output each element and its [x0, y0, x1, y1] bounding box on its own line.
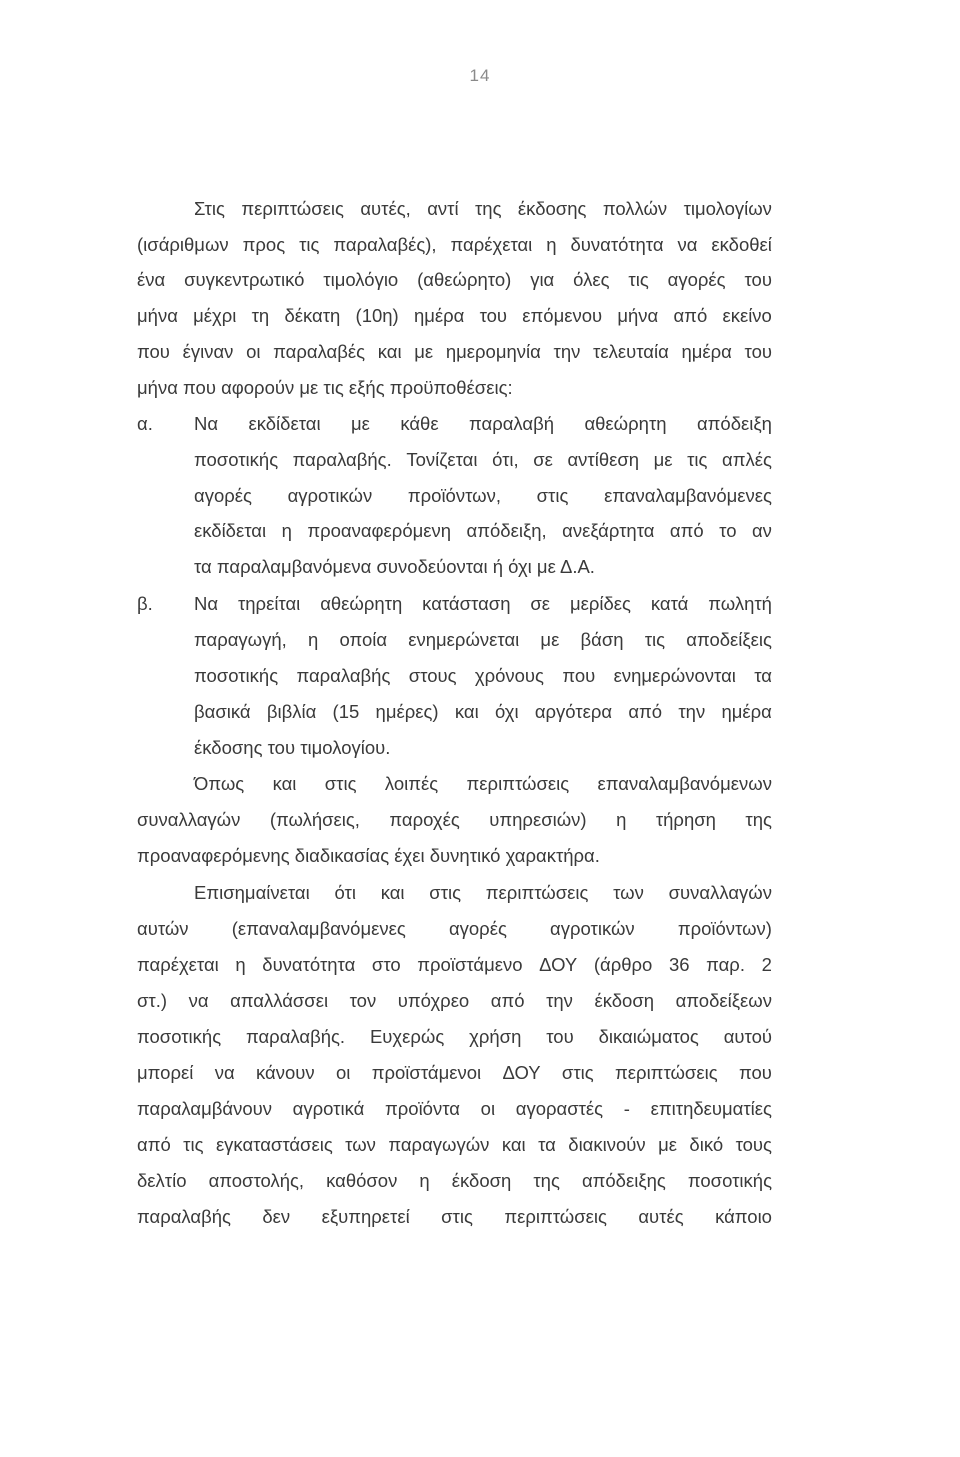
paragraph-2-line: προαναφερόμενης διαδικασίας έχει δυνητικό χαρακτήρα.	[137, 845, 600, 866]
item-b-line: ποσοτικής παραλαβής στους χρόνους που ενημερώνονται τα	[194, 665, 772, 686]
paragraph-3-line: παραλαβής δεν εξυπηρετεί στις περιπτώσεις αυτές κάποιο	[137, 1206, 772, 1227]
paragraph-2-line: συναλλαγών (πωλήσεις, παροχές υπηρεσιών) η τήρηση της	[137, 809, 772, 830]
list-marker-a: α.	[137, 413, 153, 434]
paragraph-1-line: μήνα μέχρι τη δέκατη (10η) ημέρα του επόμενου μήνα από εκείνο	[137, 305, 772, 326]
item-b-line: βασικά βιβλία (15 ημέρες) και όχι αργότερα από την ημέρα	[194, 701, 772, 722]
paragraph-3-line: ποσοτικής παραλαβής. Ευχερώς χρήση του δικαιώματος αυτού	[137, 1026, 772, 1047]
paragraph-3-line: παρέχεται η δυνατότητα στο προϊστάμενο ΔΟΥ (άρθρο 36 παρ. 2	[137, 954, 772, 975]
paragraph-1-line: Στις περιπτώσεις αυτές, αντί της έκδοσης πολλών τιμολογίων	[194, 198, 772, 219]
item-a-line: Να εκδίδεται με κάθε παραλαβή αθεώρητη απόδειξη	[194, 413, 772, 434]
paragraph-1-line: (ισάριθμων προς τις παραλαβές), παρέχεται η δυνατότητα να εκδοθεί	[137, 234, 772, 255]
paragraph-3-line: Επισημαίνεται ότι και στις περιπτώσεις των συναλλαγών	[194, 882, 772, 903]
paragraph-2-line: Όπως και στις λοιπές περιπτώσεις επαναλαμβανόμενων	[194, 773, 772, 794]
paragraph-3-line: μπορεί να κάνουν οι προϊστάμενοι ΔΟΥ στις περιπτώσεις που	[137, 1062, 772, 1083]
item-b-line: έκδοσης του τιμολογίου.	[194, 737, 391, 758]
item-b-line: Να τηρείται αθεώρητη κατάσταση σε μερίδες κατά πωλητή	[194, 593, 772, 614]
item-a-line: αγορές αγροτικών προϊόντων, στις επαναλαμβανόμενες	[194, 485, 772, 506]
paragraph-3-line: αυτών (επαναλαμβανόμενες αγορές αγροτικών προϊόντων)	[137, 918, 772, 939]
paragraph-3-line: δελτίο αποστολής, καθόσον η έκδοση της απόδειξης ποσοτικής	[137, 1170, 772, 1191]
paragraph-3-line: παραλαμβάνουν αγροτικά προϊόντα οι αγοραστές - επιτηδευματίες	[137, 1098, 772, 1119]
paragraph-1-line: που έγιναν οι παραλαβές και με ημερομηνία την τελευταία ημέρα του	[137, 341, 772, 362]
list-marker-b: β.	[137, 593, 153, 614]
paragraph-3-line: στ.) να απαλλάσσει τον υπόχρεο από την έκδοση αποδείξεων	[137, 990, 772, 1011]
paragraph-3-line: από τις εγκαταστάσεις των παραγωγών και τα διακινούν με δικό τους	[137, 1134, 772, 1155]
paragraph-1-line: μήνα που αφορούν με τις εξής προϋποθέσεις:	[137, 377, 513, 398]
item-b-line: παραγωγή, η οποία ενημερώνεται με βάση τις αποδείξεις	[194, 629, 772, 650]
item-a-line: τα παραλαμβανόμενα συνοδεύονται ή όχι με Δ.Α.	[194, 556, 595, 577]
item-a-line: εκδίδεται η προαναφερόμενη απόδειξη, ανεξάρτητα από το αν	[194, 520, 772, 541]
item-a-line: ποσοτικής παραλαβής. Τονίζεται ότι, σε αντίθεση με τις απλές	[194, 449, 772, 470]
page-number: 14	[469, 66, 491, 85]
paragraph-1-line: ένα συγκεντρωτικό τιμολόγιο (αθεώρητο) για όλες τις αγορές του	[137, 269, 772, 290]
